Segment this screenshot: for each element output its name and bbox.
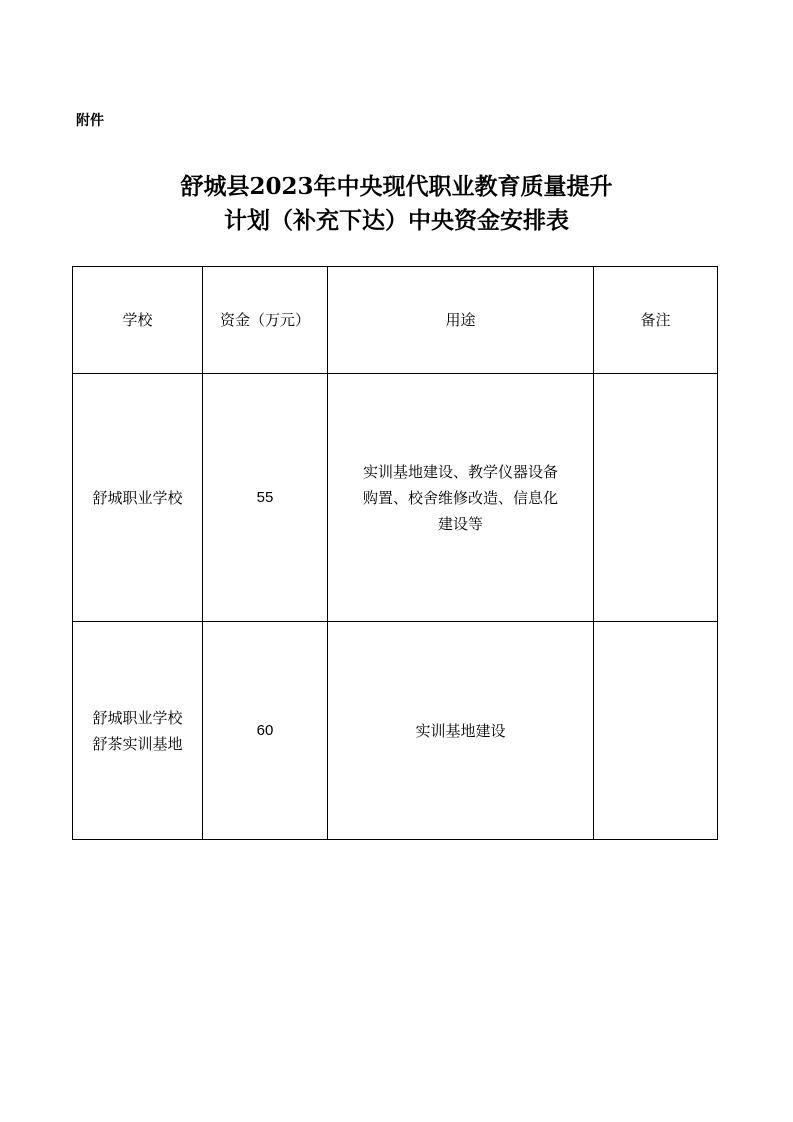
table-row bbox=[73, 374, 718, 622]
cell-school bbox=[73, 622, 203, 840]
title-line-1: 舒城县2023年中央现代职业教育质量提升 bbox=[180, 173, 613, 200]
purpose-line: 实训基地建设 bbox=[415, 721, 506, 740]
cell-remarks bbox=[594, 374, 718, 622]
school-name-line: 舒城职业学校 bbox=[92, 708, 183, 727]
funding-table bbox=[72, 266, 718, 840]
cell-school bbox=[73, 374, 203, 622]
header-funds: 资金（万元） bbox=[203, 267, 328, 374]
attachment-label: 附件 bbox=[76, 113, 104, 129]
school-name-line: 舒城职业学校 bbox=[92, 488, 183, 507]
cell-funds: 55 bbox=[203, 374, 328, 622]
header-school: 学校 bbox=[73, 267, 203, 374]
title-line-2: 计划（补充下达）中央资金安排表 bbox=[224, 207, 569, 234]
cell-remarks bbox=[594, 622, 718, 840]
header-remarks: 备注 bbox=[594, 267, 718, 374]
cell-funds: 60 bbox=[203, 622, 328, 840]
header-purpose: 用途 bbox=[328, 267, 594, 374]
purpose-line: 建设等 bbox=[437, 514, 483, 533]
table-row bbox=[73, 622, 718, 840]
school-name-line: 舒茶实训基地 bbox=[92, 734, 183, 753]
cell-purpose bbox=[328, 374, 594, 622]
table-header-row bbox=[73, 267, 718, 374]
document-title bbox=[0, 170, 793, 238]
purpose-line: 购置、校舍维修改造、信息化 bbox=[362, 488, 558, 507]
cell-purpose bbox=[328, 622, 594, 840]
purpose-line: 实训基地建设、教学仪器设备 bbox=[362, 462, 558, 481]
